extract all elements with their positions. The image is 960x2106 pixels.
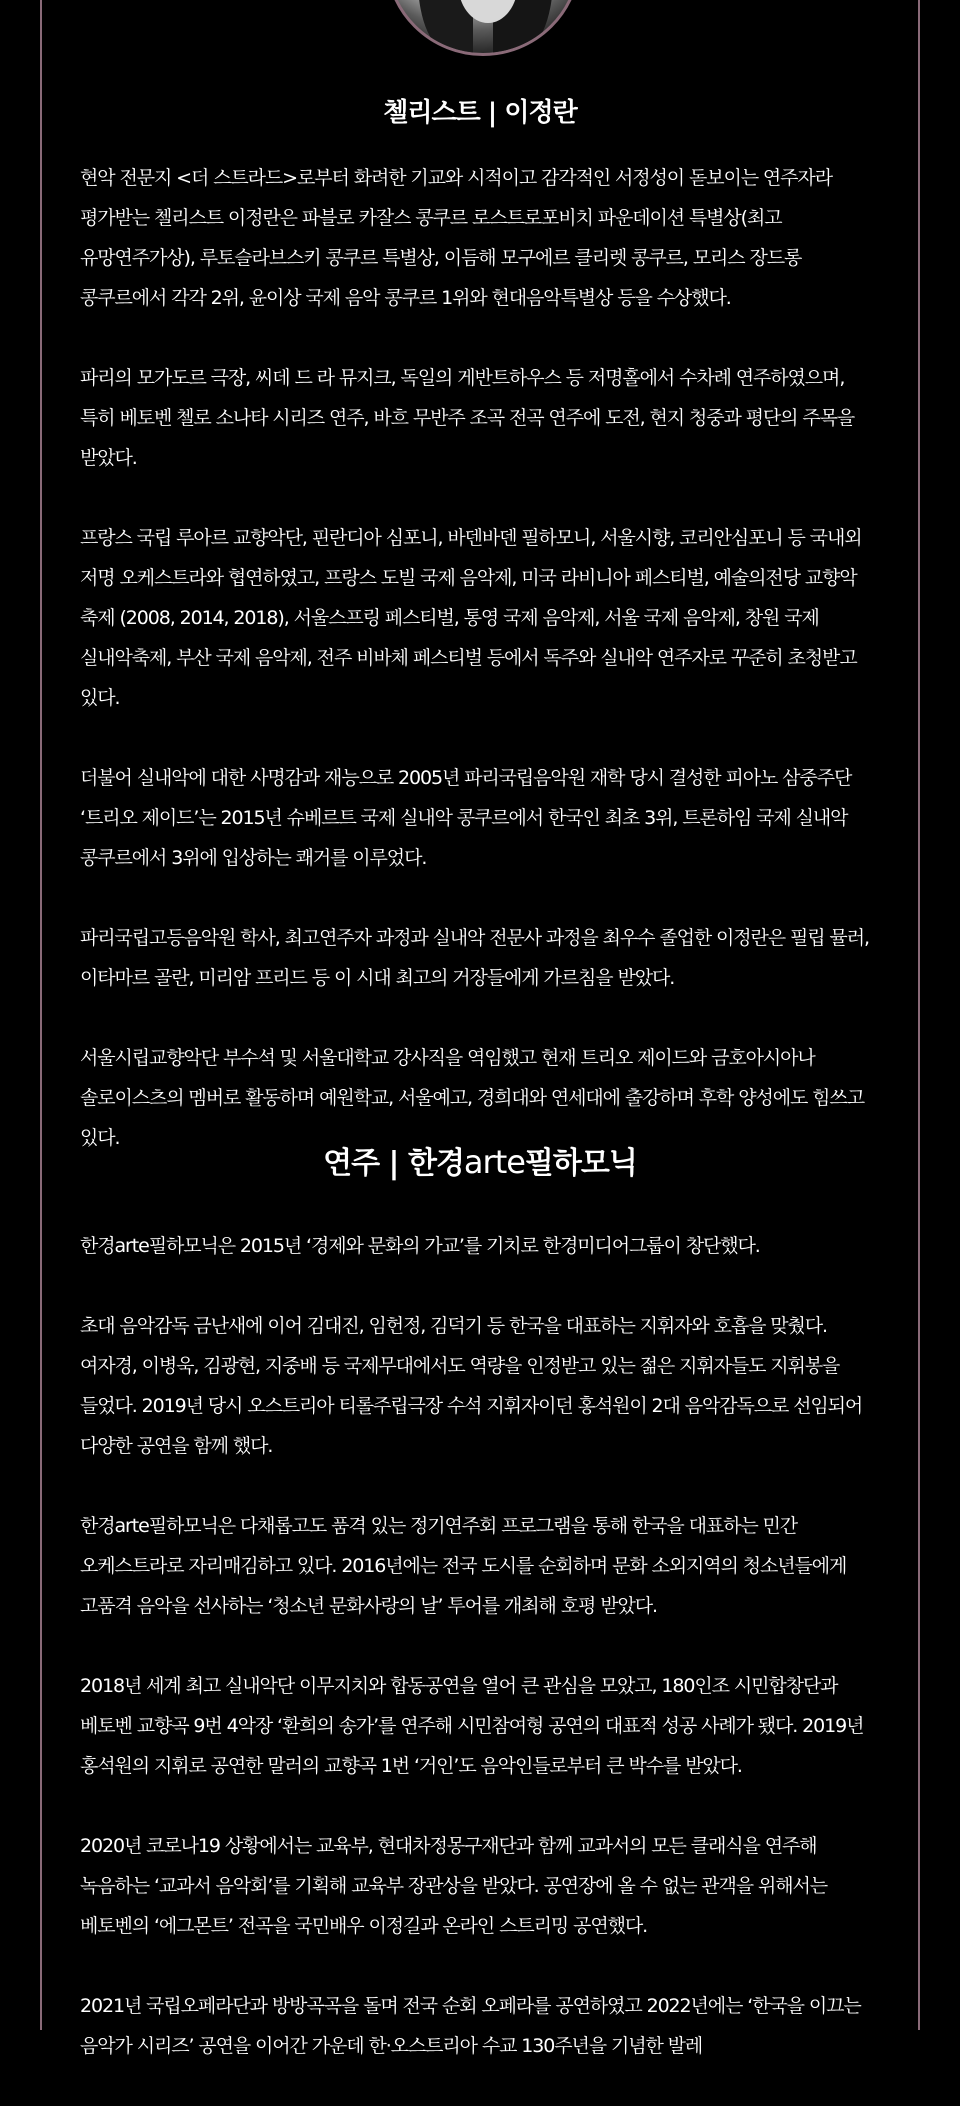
orchestra-paragraph: 2021년 국립오페라단과 방방곡곡을 돌며 전국 순회 오페라를 공연하였고 2022년에는 ‘한국을 이끄는 음악가 시리즈’ 공연을 이어간 가운데 한·오스트리아 수교 130주년을 기념한 발레 [80,1995,861,2057]
orchestra-section-title [0,1138,960,1182]
biography-paragraph: 서울시립교향악단 부수석 및 서울대학교 강사직을 역임했고 현재 트리오 제이드와 금호아시아나 솔로이스츠의 멤버로 활동하며 예원학교, 서울예고, 경희대와 연세대에 출강하며 후학 양성에도 힘쓰고 있다. [80,1047,864,1149]
biography-paragraph: 파리의 모가도르 극장, 씨데 드 라 뮤지크, 독일의 게반트하우스 등 저명홀에서 수차례 연주하였으며, 특히 베토벤 첼로 소나타 시리즈 연주, 바흐 무반주 조곡 전곡 연주에 도전, 현지 청중과 평단의 주목을 받았다. [80,367,855,469]
cellist-biography [80,158,880,1198]
orchestra-title-suffix: 필하모닉 [524,1146,637,1181]
biography-paragraph: 파리국립고등음악원 학사, 최고연주자 과정과 실내악 전문사 과정을 최우수 졸업한 이정란은 필립 뮬러, 이타마르 골란, 미리암 프리드 등 이 시대 최고의 거장들에게 가르침을 받았다. [80,927,869,989]
orchestra-paragraph: 2018년 세계 최고 실내악단 이무지치와 합동공연을 열어 큰 관심을 모았고, 180인조 시민합창단과 베토벤 교향곡 9번 4악장 ‘환희의 송가’를 연주해 시민참여형 공연의 대표적 성공 사례가 됐다. 2019년 홍석원의 지휘로 공연한 말러의 교향곡 1번 ‘거인’도 음악인들로부터 큰 박수를 받았다. [80,1675,864,1777]
orchestra-paragraph: 한경arte필하모닉은 다채롭고도 품격 있는 정기연주회 프로그램을 통해 한국을 대표하는 민간 오케스트라로 자리매김하고 있다. 2016년에는 전국 도시를 순회하며 문화 소외지역의 청소년들에게 고품격 음악을 선사하는 ‘청소년 문화사랑의 날’ 투어를 개최해 호평 받았다. [80,1515,847,1617]
biography-paragraph: 더불어 실내악에 대한 사명감과 재능으로 2005년 파리국립음악원 재학 당시 결성한 피아노 삼중주단 ‘트리오 제이드’는 2015년 슈베르트 국제 실내악 콩쿠르에서 한국인 최초 3위, 트론하임 국제 실내악 콩쿠르에서 3위에 입상하는 쾌거를 이루었다. [80,767,852,869]
orchestra-biography [80,1226,880,2106]
orchestra-title-brand: arte [463,1143,525,1181]
orchestra-paragraph: 한경arte필하모닉은 2015년 ‘경제와 문화의 가교’를 기치로 한경미디어그룹이 창단했다. [80,1235,760,1257]
orchestra-title-prefix: 연주 | 한경 [323,1146,464,1181]
cellist-section-title: 첼리스트 | 이정란 [383,98,577,128]
biography-paragraph: 현악 전문지 <더 스트라드>로부터 화려한 기교와 시적이고 감각적인 서정성이 돋보이는 연주자라 평가받는 첼리스트 이정란은 파블로 카잘스 콩쿠르 로스트로포비치 파운데이션 특별상(최고 유망연주가상), 루토슬라브스키 콩쿠르 특별상, 이듬해 모구에르 클리렛 콩쿠르, 모리스 장드롱 콩쿠르에서 각각 2위, 윤이상 국제 음악 콩쿠르 1위와 현대음악특별상 등을 수상했다. [80,167,832,309]
orchestra-paragraph: 초대 음악감독 금난새에 이어 김대진, 임헌정, 김덕기 등 한국을 대표하는 지휘자와 호흡을 맞췄다. 여자경, 이병욱, 김광현, 지중배 등 국제무대에서도 역량을 인정받고 있는 젊은 지휘자들도 지휘봉을 들었다. 2019년 당시 오스트리아 티롤주립극장 수석 지휘자이던 홍석원이 2대 음악감독으로 선임되어 다양한 공연을 함께 했다. [80,1315,863,1457]
biography-paragraph: 프랑스 국립 루아르 교향악단, 핀란디아 심포니, 바덴바덴 필하모니, 서울시향, 코리안심포니 등 국내외 저명 오케스트라와 협연하였고, 프랑스 도빌 국제 음악제, 미국 라비니아 페스티벌, 예술의전당 교향악 축제 (2008, 2014, 2018), 서울스프링 페스티벌, 통영 국제 음악제, 서울 국제 음악제, 창원 국제 실내악축제, 부산 국제 음악제, 전주 비바체 페스티벌 등에서 독주와 실내악 연주자로 꾸준히 초청받고 있다. [80,527,862,709]
orchestra-paragraph: 2020년 코로나19 상황에서는 교육부, 현대차정몽구재단과 함께 교과서의 모든 클래식을 연주해 녹음하는 ‘교과서 음악회’를 기획해 교육부 장관상을 받았다. 공연장에 올 수 없는 관객을 위해서는 베토벤의 ‘에그몬트’ 전곡을 국민배우 이정길과 온라인 스트리밍 공연했다. [80,1835,828,1937]
